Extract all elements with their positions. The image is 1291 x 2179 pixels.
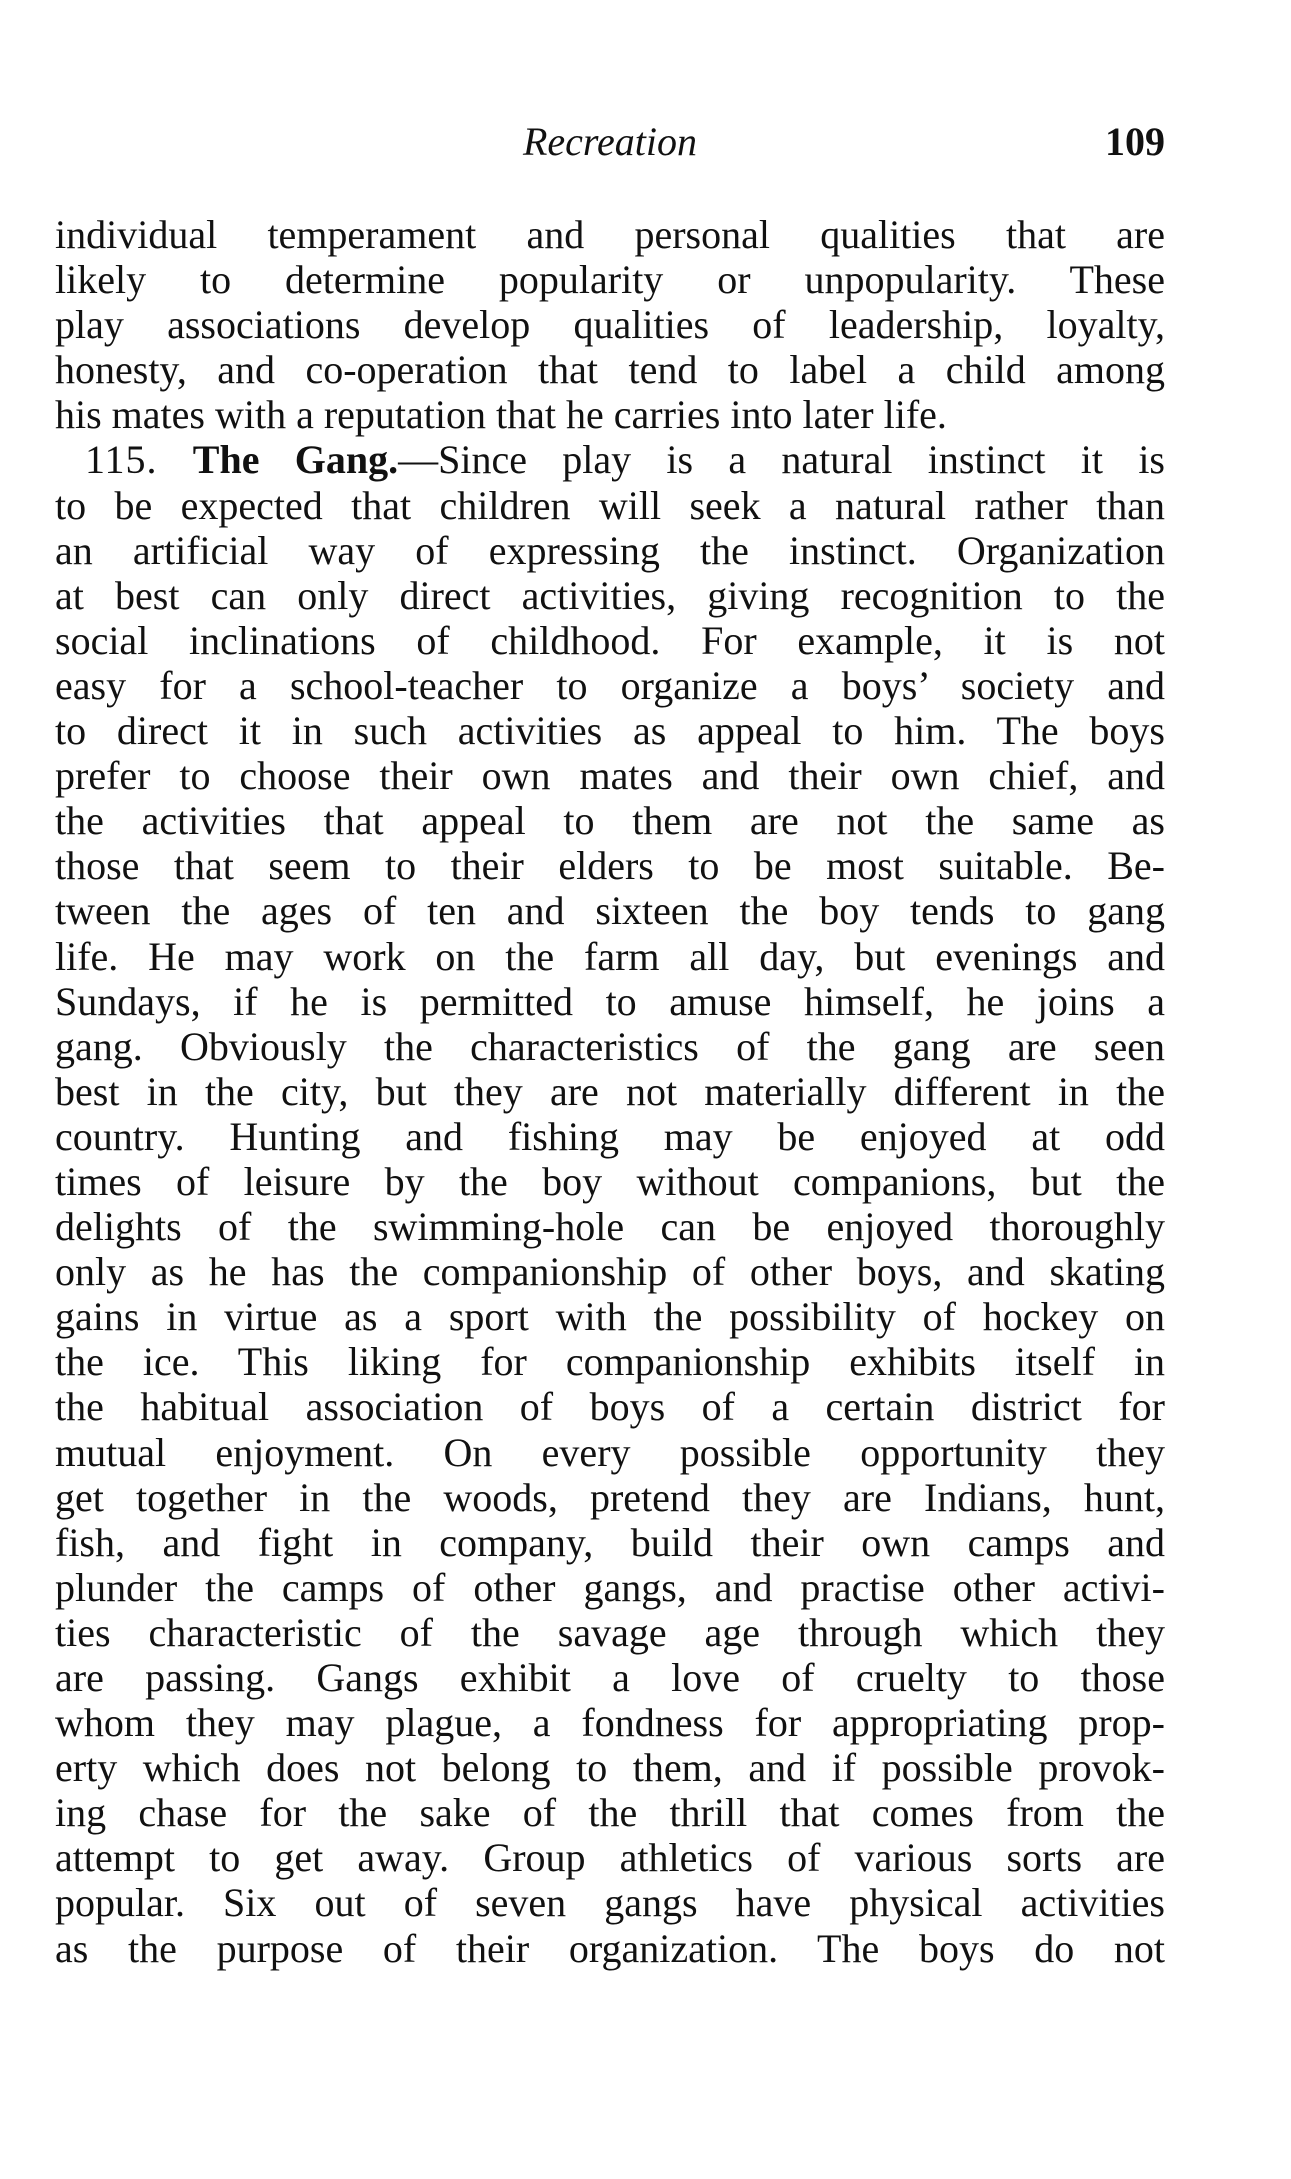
text-line: those that seem to their elders to be most suitable. Be-	[55, 843, 1165, 889]
text-line: whom they may plague, a fondness for appropriating prop-	[55, 1700, 1165, 1746]
text-line: get together in the woods, pretend they are Indians, hunt,	[55, 1474, 1165, 1520]
running-title: Recreation	[522, 119, 697, 164]
text-line: popular. Six out of seven gangs have physical activities	[55, 1880, 1165, 1926]
text-line: gains in virtue as a sport with the possibility of hockey on	[55, 1294, 1165, 1340]
text-line: prefer to choose their own mates and their own chief, and	[55, 753, 1165, 799]
paragraph-the-gang	[55, 437, 1165, 1970]
text-line: play associations develop qualities of leadership, loyalty,	[55, 302, 1165, 348]
text-line: as the purpose of their organization. The boys do not	[55, 1925, 1165, 1971]
text-line: the activities that appeal to them are not the same as	[55, 798, 1165, 844]
text-line: best in the city, but they are not materially different in the	[55, 1068, 1165, 1114]
text-line: at best can only direct activities, giving recognition to the	[55, 572, 1165, 618]
text-line: his mates with a reputation that he carries into later life.	[55, 392, 947, 438]
text-line: ing chase for the sake of the thrill that comes from the	[55, 1790, 1165, 1836]
text-line: times of leisure by the boy without companions, but the	[55, 1158, 1165, 1204]
text-line: the ice. This liking for companionship exhibits itself in	[55, 1339, 1165, 1385]
text-line: to direct it in such activities as appeal to him. The boys	[55, 708, 1165, 754]
text-line: life. He may work on the farm all day, but evenings and	[55, 933, 1165, 979]
text-line: plunder the camps of other gangs, and practise other activi-	[55, 1564, 1165, 1610]
page-body	[55, 212, 1165, 1971]
text-line: ties characteristic of the savage age through which they	[55, 1609, 1165, 1655]
text-line: erty which does not belong to them, and if possible provok-	[55, 1745, 1165, 1791]
text-line: are passing. Gangs exhibit a love of cruelty to those	[55, 1655, 1165, 1700]
text-line: individual temperament and personal qualities that are	[55, 212, 1165, 257]
page-header	[55, 118, 1165, 168]
text-line: delights of the swimming-hole can be enjoyed thoroughly	[55, 1204, 1165, 1250]
text-line: fish, and fight in company, build their own camps and	[55, 1519, 1165, 1565]
text-line: only as he has the companionship of other boys, and skating	[55, 1249, 1165, 1295]
text-line: social inclinations of childhood. For example, it is not	[55, 617, 1165, 663]
paragraph	[55, 212, 1165, 437]
text-line: gang. Obviously the characteristics of the gang are seen	[55, 1023, 1165, 1069]
text-line: tween the ages of ten and sixteen the boy tends to gang	[55, 888, 1165, 934]
text-line-rest: —Since play is a natural instinct it is	[398, 437, 1165, 483]
text-line	[55, 437, 1165, 482]
text-line: Sundays, if he is permitted to amuse himself, he joins a	[55, 978, 1165, 1024]
section-number: 115.	[85, 437, 158, 483]
text-line: country. Hunting and fishing may be enjoyed at odd	[55, 1113, 1165, 1159]
text-line: easy for a school-teacher to organize a boys’ society and	[55, 662, 1165, 708]
section-title: The Gang.	[192, 437, 399, 483]
text-line: mutual enjoyment. On every possible opportunity they	[55, 1429, 1165, 1475]
text-line: likely to determine popularity or unpopularity. These	[55, 257, 1165, 303]
text-line: attempt to get away. Group athletics of various sorts are	[55, 1835, 1165, 1881]
text-line: the habitual association of boys of a certain district for	[55, 1384, 1165, 1430]
text-line: honesty, and co-operation that tend to label a child among	[55, 347, 1165, 393]
text-line: to be expected that children will seek a natural rather than	[55, 482, 1165, 528]
page-number: 109	[1105, 119, 1165, 164]
text-line: an artificial way of expressing the instinct. Organization	[55, 527, 1165, 573]
